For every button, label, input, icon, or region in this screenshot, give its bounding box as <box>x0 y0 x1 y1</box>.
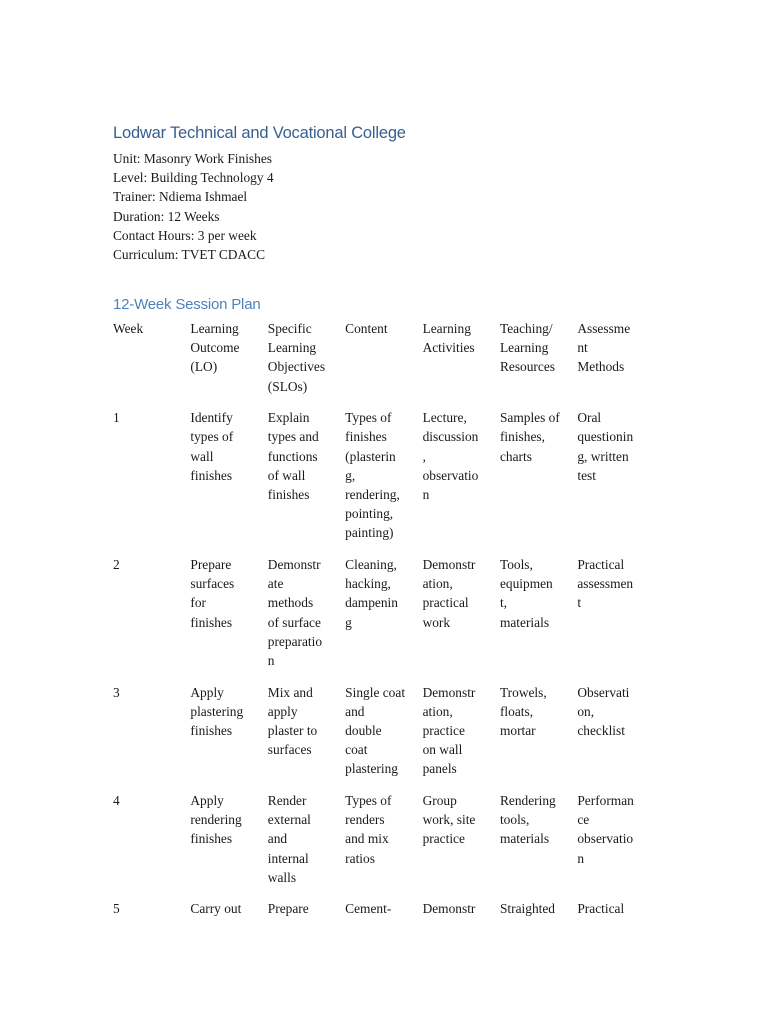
teaching-resources-cell <box>500 319 577 396</box>
table-header-row <box>113 319 653 396</box>
cell-text: plastering <box>345 761 398 777</box>
cell-text: walls <box>267 869 297 885</box>
cell-text: methods <box>267 595 314 611</box>
content-cell <box>345 899 422 918</box>
cell-text: Group <box>422 793 457 809</box>
cell-text: finishes <box>345 429 387 445</box>
cell-text: 1 <box>113 410 120 426</box>
cell-text: ate <box>267 576 284 592</box>
cell-text: charts <box>499 448 532 464</box>
cell-text: Straighted <box>499 901 555 917</box>
cell-text: finishes <box>190 614 233 630</box>
contact-hours-line: Contact Hours: 3 per week <box>113 227 257 243</box>
learning-activities-cell <box>423 899 500 918</box>
content-cell <box>345 791 422 887</box>
session-plan-title: 12-Week Session Plan <box>113 296 261 313</box>
cell-text: materials <box>499 614 550 630</box>
week-cell <box>113 408 190 542</box>
cell-text: assessmen <box>577 576 634 592</box>
week-cell <box>113 319 190 396</box>
cell-text: pointing, <box>345 506 394 522</box>
cell-text: types and <box>267 429 319 445</box>
cell-text: g, written <box>577 448 629 464</box>
cell-text: Demonstr <box>422 557 476 573</box>
cell-text: n <box>267 653 275 669</box>
unit-details <box>113 149 274 264</box>
cell-text: preparatio <box>267 633 323 649</box>
cell-text: Apply <box>190 684 224 700</box>
cell-text: finishes <box>190 467 233 483</box>
cell-text: nt <box>577 340 588 356</box>
cell-text: observatio <box>577 831 634 847</box>
cell-text: and mix <box>345 831 389 847</box>
cell-text: for <box>190 595 207 611</box>
cell-text: , <box>422 448 426 464</box>
cell-text: internal <box>267 850 309 866</box>
cell-text: 4 <box>113 793 120 809</box>
cell-text: Objectives <box>267 359 326 375</box>
cell-text: practice <box>422 831 465 847</box>
cell-text: practice <box>422 723 465 739</box>
assessment-methods-cell <box>577 408 654 542</box>
cell-text: Methods <box>577 359 625 375</box>
cell-text: Specific <box>267 321 312 336</box>
assessment-methods-cell <box>577 683 654 779</box>
cell-text: t <box>577 595 582 611</box>
cell-text: on, <box>577 703 595 719</box>
learning-outcome-cell <box>190 683 267 779</box>
cell-text: finishes <box>190 723 233 739</box>
cell-text: painting) <box>345 525 394 541</box>
cell-text: t, <box>499 595 508 611</box>
curriculum-line: Curriculum: TVET CDACC <box>113 247 266 263</box>
cell-text: questionin <box>577 429 634 445</box>
cell-text: Prepare <box>190 557 232 573</box>
cell-text: of wall <box>267 467 306 483</box>
cell-text: Week <box>113 321 144 336</box>
cell-text: ation, <box>422 703 453 719</box>
week-cell <box>113 555 190 670</box>
cell-text: Resources <box>499 359 555 375</box>
cell-text: Types of <box>345 410 392 426</box>
cell-text: Identify <box>190 410 233 426</box>
cell-text: ation, <box>422 576 453 592</box>
cell-text: coat <box>345 742 368 758</box>
cell-text: equipmen <box>499 576 553 592</box>
cell-text: Outcome <box>190 340 240 356</box>
teaching-resources-cell <box>500 408 577 542</box>
specific-objectives-cell <box>268 899 345 918</box>
cell-text: external <box>267 812 311 828</box>
cell-text: hacking, <box>345 576 391 592</box>
cell-text: finishes <box>267 487 310 503</box>
cell-text: (plasterin <box>345 448 396 464</box>
cell-text: Types of <box>345 793 392 809</box>
cell-text: Cleaning, <box>345 557 397 573</box>
table-row <box>113 899 653 918</box>
cell-text: Assessme <box>577 321 631 336</box>
cell-text: Prepare <box>267 901 309 917</box>
specific-objectives-cell <box>268 408 345 542</box>
teaching-resources-cell <box>500 555 577 670</box>
trainer-line: Trainer: Ndiema Ishmael <box>113 189 248 205</box>
cell-text: work <box>422 614 451 630</box>
learning-activities-cell <box>423 319 500 396</box>
cell-text: Content <box>345 321 388 336</box>
cell-text: Learning <box>499 340 549 356</box>
learning-outcome-cell <box>190 899 267 918</box>
cell-text: Oral <box>577 410 602 426</box>
cell-text: (LO) <box>190 359 218 375</box>
cell-text: Trowels, <box>499 684 547 700</box>
cell-text: dampenin <box>345 595 398 611</box>
cell-text: observatio <box>422 467 479 483</box>
learning-outcome-cell <box>190 555 267 670</box>
cell-text: test <box>577 467 596 483</box>
assessment-methods-cell <box>577 791 654 887</box>
college-title: Lodwar Technical and Vocational College <box>113 124 406 142</box>
content-cell <box>345 319 422 396</box>
session-plan-table <box>113 319 653 931</box>
cell-text: Demonstr <box>267 557 321 573</box>
cell-text: tools, <box>499 812 530 828</box>
week-cell <box>113 899 190 918</box>
cell-text: Apply <box>190 793 224 809</box>
cell-text: rendering, <box>345 487 400 503</box>
cell-text: materials <box>499 831 550 847</box>
week-cell <box>113 683 190 779</box>
cell-text: of surface <box>267 614 321 630</box>
cell-text: Tools, <box>499 557 533 573</box>
cell-text: types of <box>190 429 234 445</box>
cell-text: Cement- <box>345 901 392 917</box>
cell-text: work, site <box>422 812 476 828</box>
cell-text: finishes, <box>499 429 545 445</box>
learning-activities-cell <box>423 683 500 779</box>
cell-text: 3 <box>113 684 120 700</box>
table-row <box>113 791 653 887</box>
cell-text: floats, <box>499 703 534 719</box>
teaching-resources-cell <box>500 791 577 887</box>
cell-text: ce <box>577 812 590 828</box>
cell-text: discussion <box>422 429 479 445</box>
cell-text: Observati <box>577 684 630 700</box>
cell-text: practical <box>422 595 469 611</box>
cell-text: Demonstr <box>422 901 476 917</box>
unit-line: Unit: Masonry Work Finishes <box>113 151 272 166</box>
teaching-resources-cell <box>500 899 577 918</box>
cell-text: g <box>345 614 352 630</box>
specific-objectives-cell <box>268 683 345 779</box>
learning-outcome-cell <box>190 791 267 887</box>
assessment-methods-cell <box>577 319 654 396</box>
cell-text: on wall <box>422 742 463 758</box>
cell-text: 2 <box>113 557 120 573</box>
cell-text: Samples of <box>499 410 560 426</box>
cell-text: surfaces <box>267 742 312 758</box>
learning-activities-cell <box>423 555 500 670</box>
cell-text: Performan <box>577 793 634 809</box>
learning-activities-cell <box>423 408 500 542</box>
cell-text: mortar <box>499 723 536 739</box>
cell-text: checklist <box>577 723 625 739</box>
teaching-resources-cell <box>500 683 577 779</box>
cell-text: Rendering <box>499 793 556 809</box>
specific-objectives-cell <box>268 555 345 670</box>
cell-text: Render <box>267 793 307 809</box>
cell-text: double <box>345 723 382 739</box>
cell-text: finishes <box>190 831 233 847</box>
cell-text: and <box>267 831 288 847</box>
content-cell <box>345 408 422 542</box>
table-row <box>113 555 653 670</box>
learning-outcome-cell <box>190 408 267 542</box>
content-cell <box>345 555 422 670</box>
cell-text: plastering <box>190 703 244 719</box>
cell-text: Lecture, <box>422 410 467 426</box>
assessment-methods-cell <box>577 555 654 670</box>
cell-text: Teaching/ <box>499 321 553 336</box>
cell-text: surfaces <box>190 576 235 592</box>
cell-text: g, <box>345 467 356 483</box>
cell-text: functions <box>267 448 318 464</box>
cell-text: ratios <box>345 850 375 866</box>
cell-text: Explain <box>267 410 310 426</box>
cell-text: Practical <box>577 557 625 573</box>
cell-text: and <box>345 703 365 719</box>
specific-objectives-cell <box>268 319 345 396</box>
level-line: Level: Building Technology 4 <box>113 170 274 186</box>
cell-text: Activities <box>422 340 475 356</box>
cell-text: 5 <box>113 901 120 917</box>
cell-text: Carry out <box>190 901 242 917</box>
duration-line: Duration: 12 Weeks <box>113 208 220 224</box>
specific-objectives-cell <box>268 791 345 887</box>
cell-text: Single coat <box>345 684 406 700</box>
cell-text: n <box>422 487 430 503</box>
assessment-methods-cell <box>577 899 654 918</box>
week-cell <box>113 791 190 887</box>
cell-text: plaster to <box>267 723 318 739</box>
learning-activities-cell <box>423 791 500 887</box>
learning-outcome-cell <box>190 319 267 396</box>
cell-text: Mix and <box>267 684 313 700</box>
cell-text: Learning <box>190 321 239 336</box>
cell-text: apply <box>267 703 298 719</box>
cell-text: Practical <box>577 901 625 917</box>
cell-text: wall <box>190 448 214 464</box>
table-row <box>113 683 653 779</box>
cell-text: Learning <box>422 321 471 336</box>
table-row <box>113 408 653 542</box>
cell-text: Demonstr <box>422 684 476 700</box>
cell-text: renders <box>345 812 385 828</box>
content-cell <box>345 683 422 779</box>
cell-text: Learning <box>267 340 317 356</box>
cell-text: rendering <box>190 812 242 828</box>
cell-text: n <box>577 850 585 866</box>
cell-text: (SLOs) <box>267 378 308 394</box>
cell-text: panels <box>422 761 457 777</box>
